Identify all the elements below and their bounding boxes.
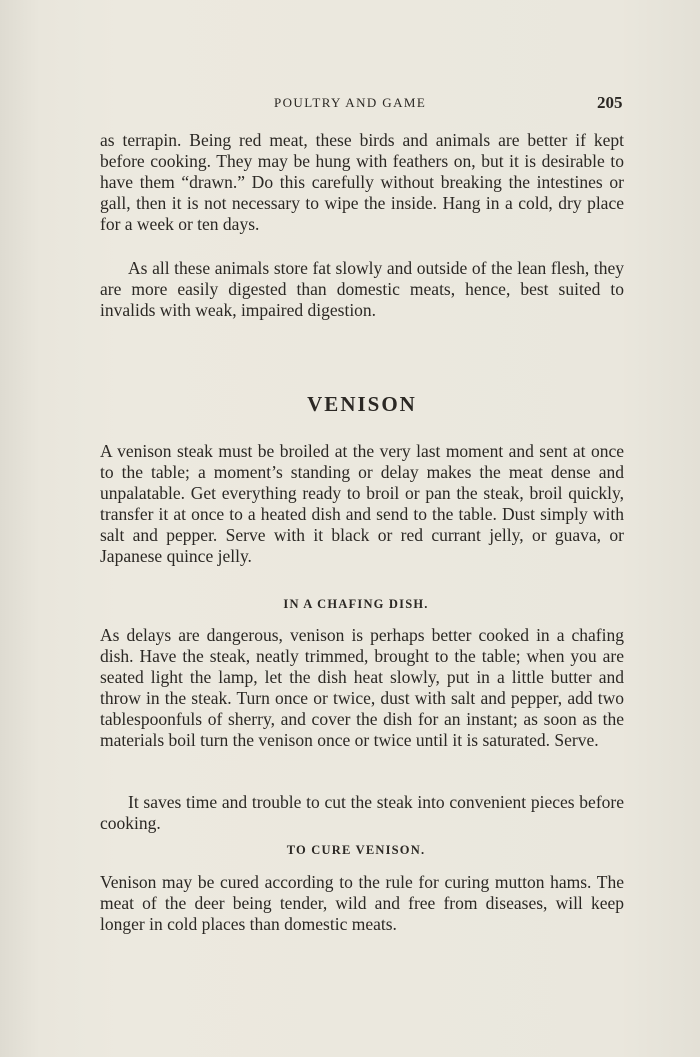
paragraph-chafing-dish: As delays are dangerous, venison is perhaps better cooked in a chafing dish. Have the steak, neatly trimmed, brought to the table; when you are seated light the lamp, let the dish heat slowly, put in a little butter and throw in the steak. Turn once or twice, dust with salt and pepper, add two tablespoonfuls of sherry, and cover the dish for an instant; as soon as the materials boil turn the venison once or twice until it is saturated. Serve. xyxy=(100,625,624,750)
section-heading-venison: VENISON xyxy=(307,392,417,416)
running-head xyxy=(0,93,700,113)
paragraph-cure-venison: Venison may be cured according to the rule for curing mutton hams. The meat of the deer being tender, wild and free from diseases, will keep longer in cold places than domestic meats. xyxy=(100,872,624,934)
page-number: 205 xyxy=(597,93,623,112)
subheading-chafing-dish: IN A CHAFING DISH. xyxy=(283,597,429,611)
running-title: POULTRY AND GAME xyxy=(274,95,427,110)
paragraph-cut-steak: It saves time and trouble to cut the steak into convenient pieces before cooking. xyxy=(100,792,624,833)
paragraph-fat-storage: As all these animals store fat slowly and outside of the lean flesh, they are more easily digested than domestic meats, hence, best suited to invalids with weak, impaired digestion. xyxy=(100,258,624,320)
subheading-cure-venison: TO CURE VENISON. xyxy=(286,843,426,857)
paragraph-continued: as terrapin. Being red meat, these birds and animals are better if kept before cooking. They may be hung with feathers on, but it is desirable to have them “drawn.” Do this carefully without breaking the intestines or gall, then it is not necessary to wipe the inside. Hang in a cold, dry place for a week or ten days. xyxy=(100,130,624,234)
paragraph-venison-steak: A venison steak must be broiled at the very last moment and sent at once to the table; a moment’s standing or delay makes the meat dense and unpalatable. Get everything ready to broil or pan the steak, broil quickly, transfer it at once to a heated dish and send to the table. Dust simply with salt and pepper. Serve with it black or red currant jelly, or guava, or Japanese quince jelly. xyxy=(100,441,624,566)
